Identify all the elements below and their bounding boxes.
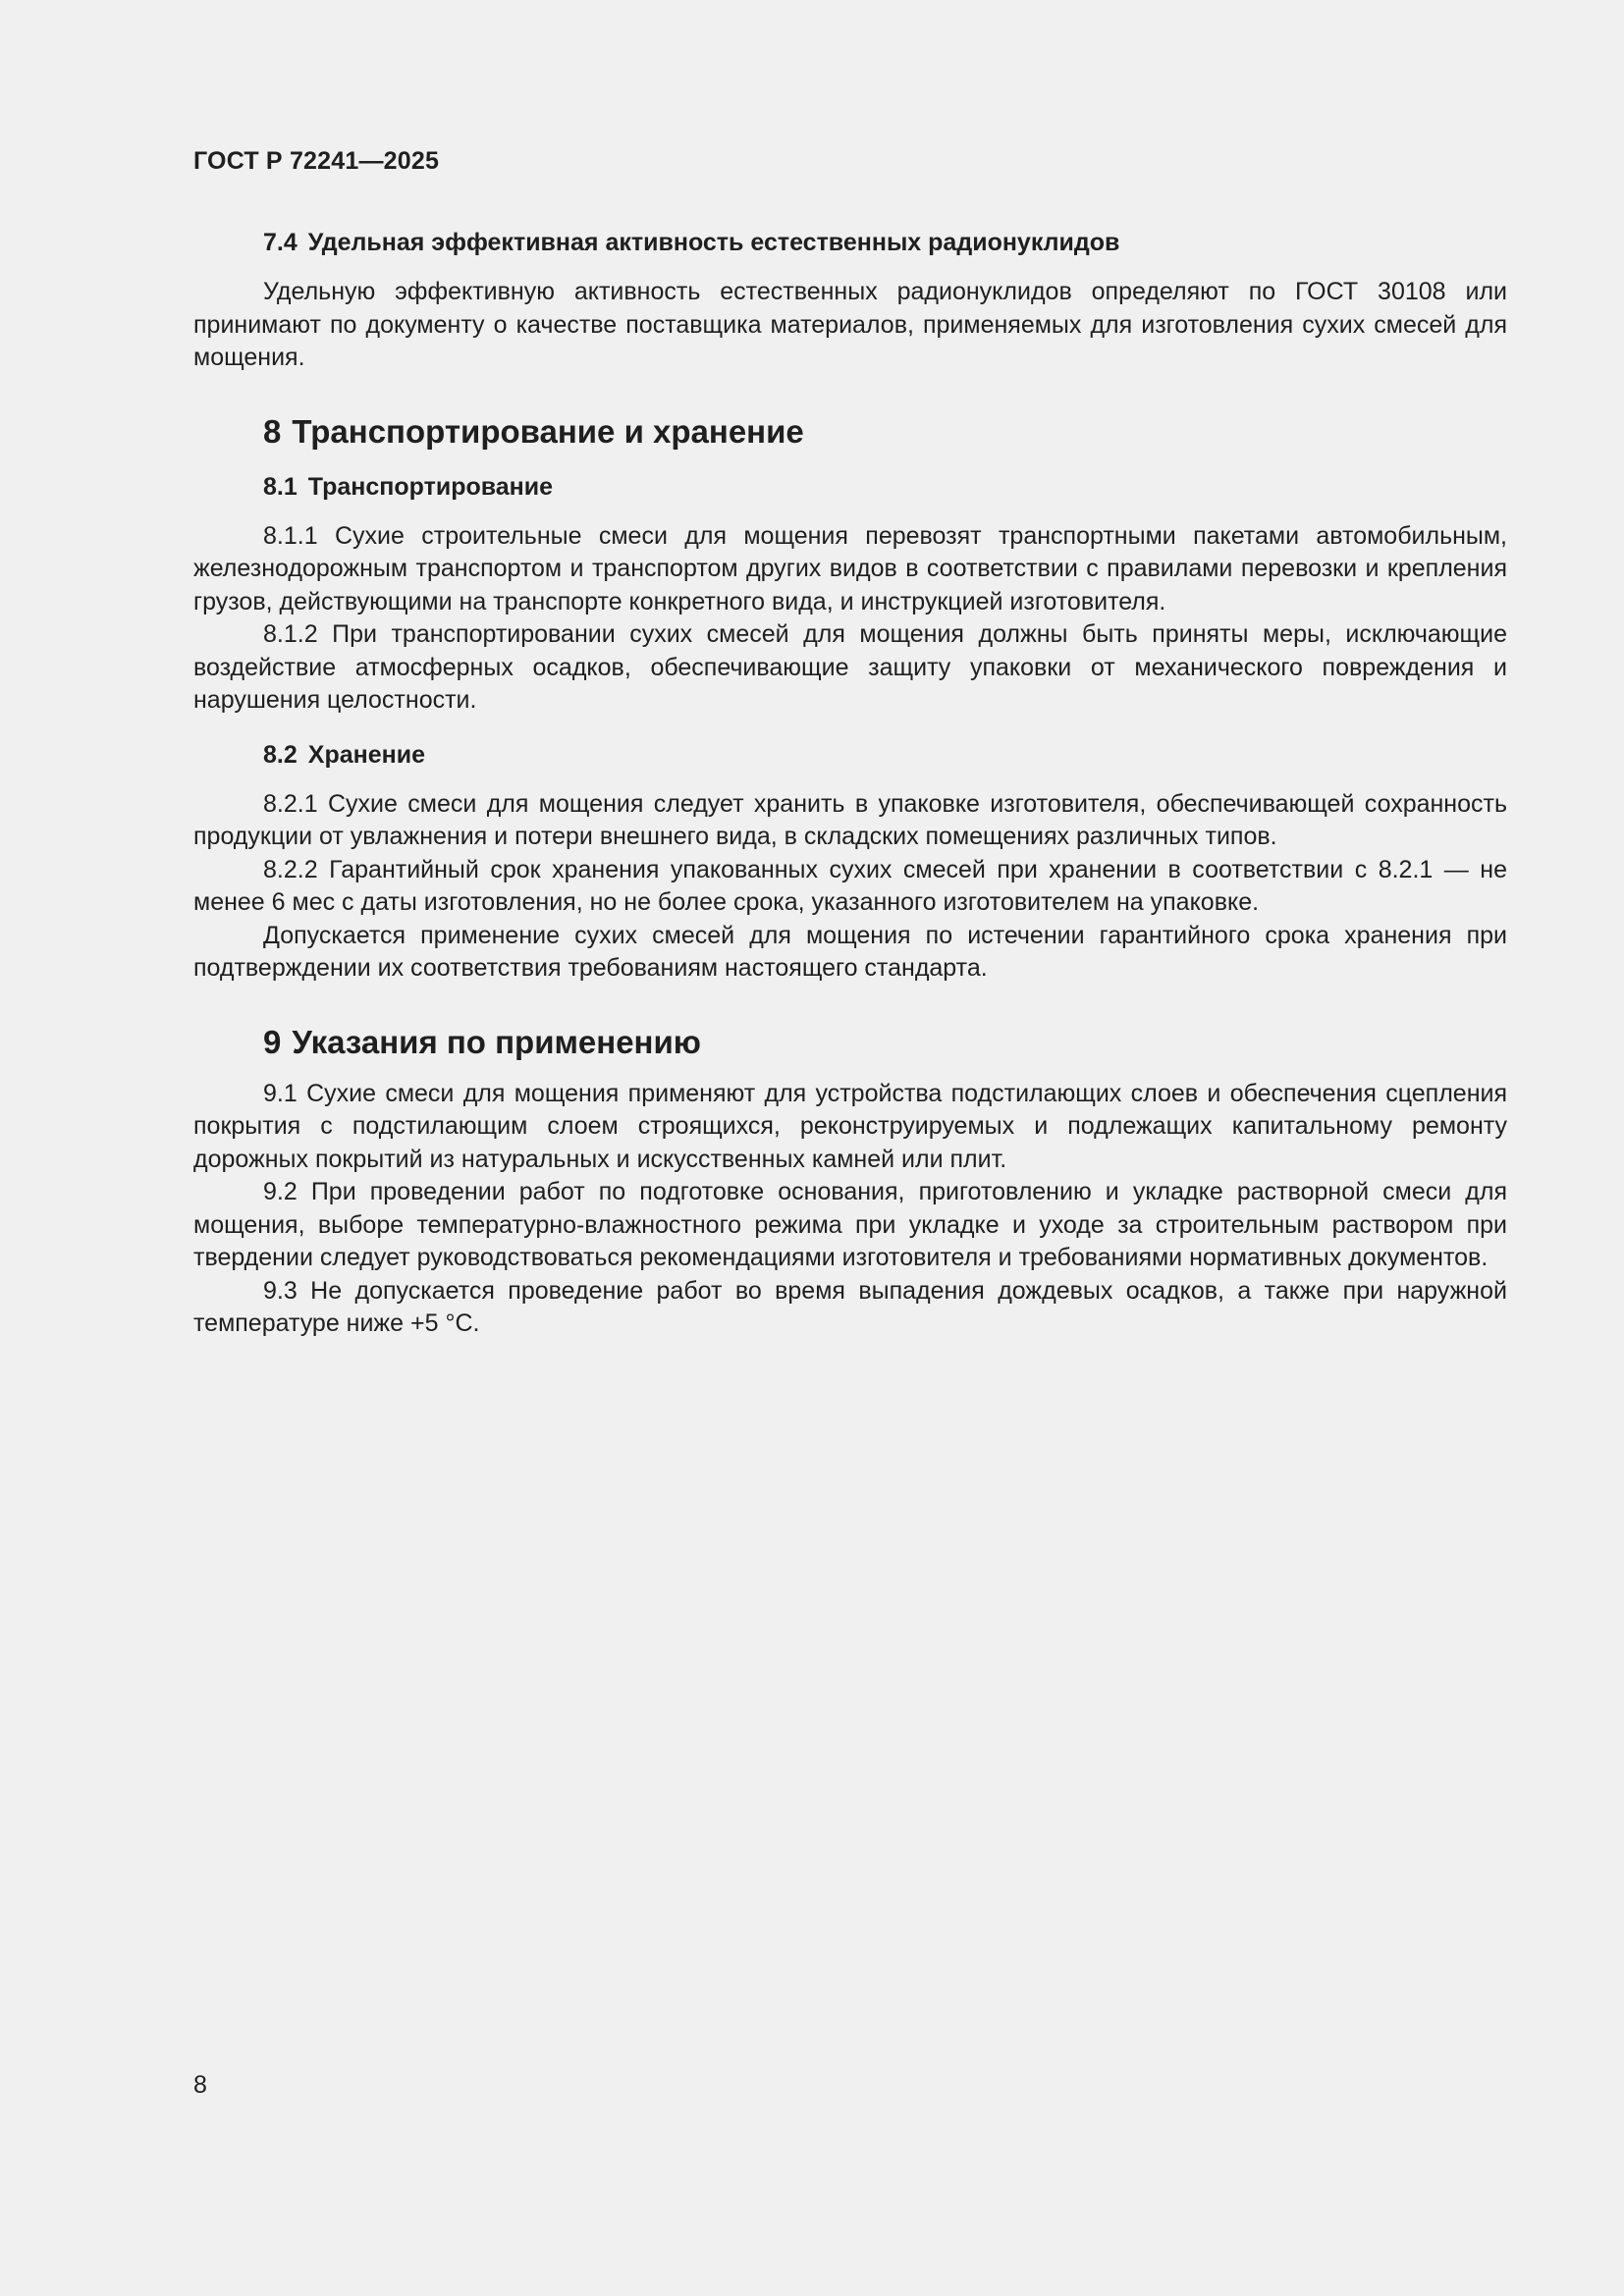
paragraph-9-2: 9.2 При проведении работ по подготовке основания, приготовлению и укладке растворной смеси для мощения, выборе температурно-влажностного режима при укладке и уходе за строительным раствором при твердении следует руководствоваться рекомендациями изготовителя и требованиями нормативных документов.: [193, 1178, 1507, 1271]
section-8-title: Транспортирование и хранение: [292, 412, 804, 450]
paragraph-8-2-2: 8.2.2 Гарантийный срок хранения упакованных сухих смесей при хранении в соответствии с 8.2.1 — не менее 6 мес с даты изготовления, но не более срока, указанного изготовителем на упаковке.: [193, 855, 1507, 916]
section-7-4-title: Удельная эффективная активность естественных радионуклидов: [307, 229, 1120, 256]
paragraph-9-3: 9.3 Не допускается проведение работ во время выпадения дождевых осадков, а также при наружной температуре ниже +5 °С.: [193, 1276, 1507, 1337]
section-8-1-heading: [263, 467, 1507, 507]
section-8-1-number: 8.1: [263, 472, 298, 501]
section-9-title: Указания по применению: [292, 1023, 701, 1060]
paragraph-8-1-1: 8.1.1 Сухие строительные смеси для мощения перевозят транспортными пакетами автомобильным, железнодорожным транспортом и транспортом других видов в соответствии с правилами перевозки и крепления грузов, действующими на транспорте конкретного вида, и инструкцией изготовителя.: [193, 521, 1507, 615]
section-7-4-paragraph: Удельную эффективную активность естественных радионуклидов определяют по ГОСТ 30108 или принимают по документу о качестве поставщика материалов, применяемых для изготовления сухих смесей для мощения.: [193, 278, 1507, 371]
paragraph-8-2-2-continuation: Допускается применение сухих смесей для мощения по истечении гарантийного срока хранения при подтверждении их соответствия требованиям настоящего стандарта.: [193, 921, 1507, 982]
section-7-4-number: 7.4: [263, 229, 298, 256]
page-number: 8: [193, 2071, 207, 2099]
document-body: [193, 223, 1507, 1341]
section-8-1-title: Транспортирование: [307, 472, 554, 501]
section-8-2-heading: [263, 735, 1507, 774]
paragraph-8-2-1: 8.2.1 Сухие смеси для мощения следует хранить в упаковке изготовителя, обеспечивающей сохранность продукции от увлажнения и потери внешнего вида, в складских помещениях различных типов.: [193, 789, 1507, 850]
section-9-heading: [263, 1021, 1507, 1064]
section-9-number: 9: [263, 1023, 282, 1060]
paragraph-9-1: 9.1 Сухие смеси для мощения применяют для устройства подстилающих слоев и обеспечения сцепления покрытия с подстилающим слоем строящихся, реконструируемых и подлежащих капитальному ремонту дорожных покрытий из натуральных и искусственных камней или плит.: [193, 1079, 1507, 1173]
section-8-heading: [263, 410, 1507, 454]
section-8-2-title: Хранение: [307, 740, 425, 769]
paragraph-8-1-2: 8.1.2 При транспортировании сухих смесей для мощения должны быть приняты меры, исключающие воздействие атмосферных осадков, обеспечивающие защиту упаковки от механического повреждения и нарушения целостности.: [193, 620, 1507, 714]
section-8-2-number: 8.2: [263, 740, 298, 769]
document-id-header: ГОСТ Р 72241—2025: [193, 147, 440, 175]
section-7-4-heading: [263, 223, 1507, 262]
section-8-number: 8: [263, 412, 282, 450]
